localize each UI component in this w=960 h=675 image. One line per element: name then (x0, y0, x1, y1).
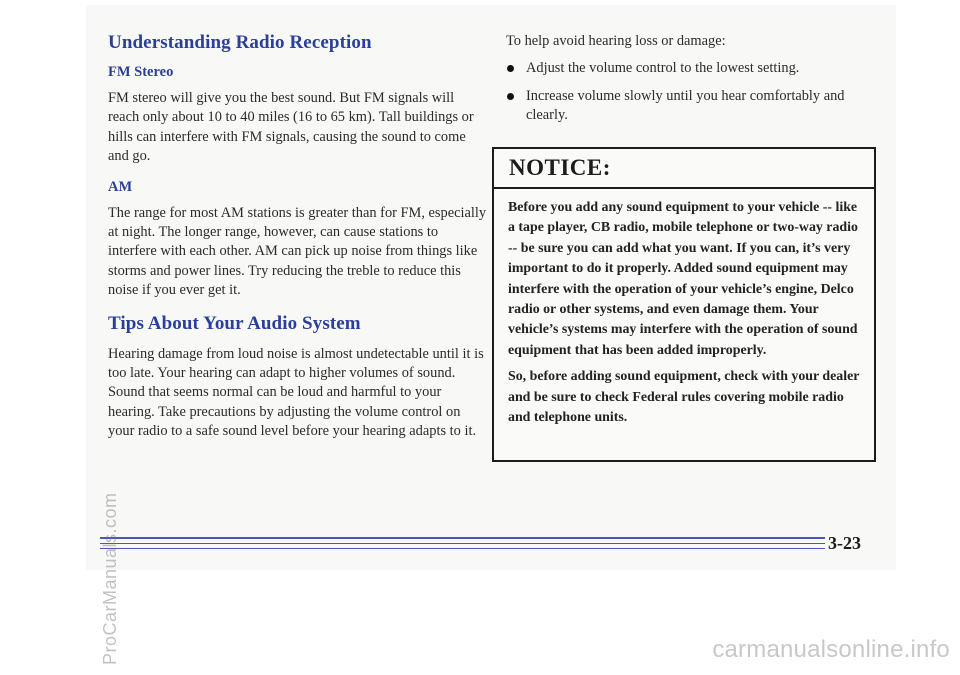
bottom-watermark: carmanualsonline.info (712, 636, 950, 663)
footer-rule (100, 537, 825, 539)
side-watermark: ProCarManuals.com (100, 492, 120, 665)
notice-body (494, 189, 874, 428)
intro-text: To help avoid hearing loss or damage: (506, 33, 726, 49)
notice-paragraph-2: So, before adding sound equipment, check with your dealer and be sure to check Federal rules covering mobile radio and telephone units. (508, 369, 860, 426)
notice-box (492, 147, 876, 462)
list-item (506, 59, 876, 78)
fm-paragraph: FM stereo will give you the best sound. But FM signals will reach only about 10 to 40 miles (16 to 65 km). Tall buildings or hills can interfere with FM signals, causing the sound to come and go. (108, 90, 474, 165)
bullet-icon (507, 93, 514, 100)
bullet-icon (507, 65, 514, 72)
right-column (506, 32, 876, 134)
tips-paragraph: Hearing damage from loud noise is almost undetectable until it is too late. Your hearing can adapt to higher volumes of sound. Sound that seems normal can be loud and harmful to your hearing. Take precautions by adjusting the volume control on your radio to a safe sound level before your hearing adapts to it. (108, 345, 484, 440)
subheading-fm-stereo: FM Stereo (108, 64, 174, 80)
notice-paragraph-1: Before you add any sound equipment to your vehicle -- like a tape player, CB radio, mobile telephone or two-way radio -- be sure you can add what you want. If you can, it’s very important to do it properly. Added sound equipment may interfere with the operation of your vehicle’s engine, Delco radio or other systems, and even damage them. Your vehicle’s systems may interfere with the operation of sound equipment that has been added improperly. (508, 200, 858, 358)
page-number: 3-23 (828, 533, 861, 553)
heading-understanding-radio-reception: Understanding Radio Reception (108, 32, 372, 53)
footer-rule (100, 543, 825, 544)
bullet-list (506, 59, 876, 125)
left-column (108, 32, 488, 454)
footer-rule (100, 548, 825, 549)
heading-tips-audio-system: Tips About Your Audio System (108, 312, 361, 334)
notice-header (494, 149, 874, 189)
bullet-text: Adjust the volume control to the lowest setting. (526, 60, 800, 77)
list-item (506, 87, 876, 126)
subheading-am: AM (108, 178, 133, 195)
bullet-text: Increase volume slowly until you hear comfortably and clearly. (526, 87, 845, 124)
am-paragraph: The range for most AM stations is greater than for FM, especially at night. The longer range, however, can cause stations to interfere with each other. AM can pick up noise from things like storms and power lines. Try reducing the treble to reduce this noise if you ever get it. (108, 204, 487, 299)
notice-title: NOTICE: (509, 155, 611, 180)
